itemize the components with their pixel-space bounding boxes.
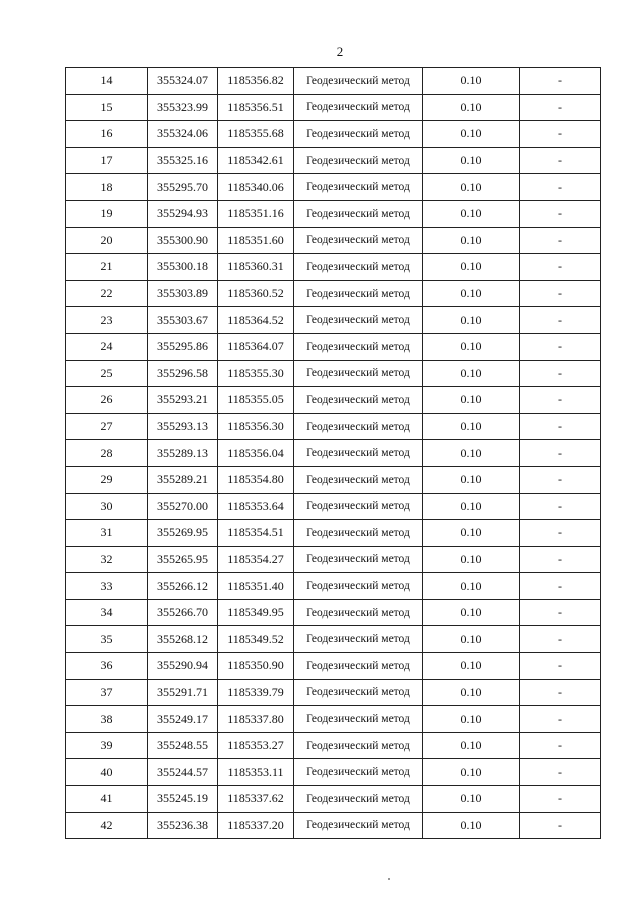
table-row: [66, 786, 601, 813]
method-cell: Геодезический метод: [294, 147, 423, 174]
note-cell: -: [520, 280, 601, 307]
accuracy-cell: 0.10: [423, 520, 520, 547]
scan-speck: [388, 878, 390, 880]
y-coordinate-cell: 1185353.11: [218, 759, 294, 786]
accuracy-cell: 0.10: [423, 94, 520, 121]
method-cell: Геодезический метод: [294, 387, 423, 414]
method-cell: Геодезический метод: [294, 68, 423, 95]
y-coordinate-cell: 1185355.68: [218, 121, 294, 148]
y-coordinate-cell: 1185364.07: [218, 333, 294, 360]
x-coordinate-cell: 355270.00: [148, 493, 218, 520]
page-number: 2: [336, 44, 344, 59]
point-number-cell: 26: [66, 387, 148, 414]
note-cell: -: [520, 68, 601, 95]
x-coordinate-cell: 355303.89: [148, 280, 218, 307]
method-cell: Геодезический метод: [294, 546, 423, 573]
y-coordinate-cell: 1185339.79: [218, 679, 294, 706]
method-cell: Геодезический метод: [294, 333, 423, 360]
point-number-cell: 33: [66, 573, 148, 600]
method-cell: Геодезический метод: [294, 573, 423, 600]
note-cell: -: [520, 227, 601, 254]
point-number-cell: 31: [66, 520, 148, 547]
x-coordinate-cell: 355245.19: [148, 786, 218, 813]
accuracy-cell: 0.10: [423, 147, 520, 174]
accuracy-cell: 0.10: [423, 573, 520, 600]
y-coordinate-cell: 1185354.27: [218, 546, 294, 573]
accuracy-cell: 0.10: [423, 653, 520, 680]
x-coordinate-cell: 355266.12: [148, 573, 218, 600]
table-row: [66, 280, 601, 307]
note-cell: -: [520, 599, 601, 626]
method-cell: Геодезический метод: [294, 706, 423, 733]
accuracy-cell: 0.10: [423, 121, 520, 148]
table-row: [66, 732, 601, 759]
table-row: [66, 254, 601, 281]
accuracy-cell: 0.10: [423, 174, 520, 201]
table-row: [66, 626, 601, 653]
note-cell: -: [520, 121, 601, 148]
note-cell: -: [520, 679, 601, 706]
point-number-cell: 25: [66, 360, 148, 387]
method-cell: Геодезический метод: [294, 94, 423, 121]
accuracy-cell: 0.10: [423, 307, 520, 334]
accuracy-cell: 0.10: [423, 786, 520, 813]
x-coordinate-cell: 355324.06: [148, 121, 218, 148]
method-cell: Геодезический метод: [294, 254, 423, 281]
method-cell: Геодезический метод: [294, 786, 423, 813]
x-coordinate-cell: 355303.67: [148, 307, 218, 334]
y-coordinate-cell: 1185349.52: [218, 626, 294, 653]
x-coordinate-cell: 355293.13: [148, 413, 218, 440]
method-cell: Геодезический метод: [294, 626, 423, 653]
y-coordinate-cell: 1185356.30: [218, 413, 294, 440]
table-row: [66, 653, 601, 680]
method-cell: Геодезический метод: [294, 280, 423, 307]
accuracy-cell: 0.10: [423, 333, 520, 360]
table-row: [66, 94, 601, 121]
x-coordinate-cell: 355300.18: [148, 254, 218, 281]
method-cell: Геодезический метод: [294, 174, 423, 201]
note-cell: -: [520, 333, 601, 360]
y-coordinate-cell: 1185349.95: [218, 599, 294, 626]
y-coordinate-cell: 1185340.06: [218, 174, 294, 201]
table-row: [66, 466, 601, 493]
point-number-cell: 40: [66, 759, 148, 786]
accuracy-cell: 0.10: [423, 732, 520, 759]
accuracy-cell: 0.10: [423, 706, 520, 733]
table-row: [66, 147, 601, 174]
accuracy-cell: 0.10: [423, 68, 520, 95]
note-cell: -: [520, 413, 601, 440]
point-number-cell: 28: [66, 440, 148, 467]
point-number-cell: 30: [66, 493, 148, 520]
note-cell: -: [520, 493, 601, 520]
note-cell: -: [520, 786, 601, 813]
note-cell: -: [520, 706, 601, 733]
method-cell: Геодезический метод: [294, 121, 423, 148]
y-coordinate-cell: 1185356.51: [218, 94, 294, 121]
x-coordinate-cell: 355248.55: [148, 732, 218, 759]
table-row: [66, 227, 601, 254]
method-cell: Геодезический метод: [294, 200, 423, 227]
method-cell: Геодезический метод: [294, 520, 423, 547]
note-cell: -: [520, 812, 601, 839]
table-row: [66, 546, 601, 573]
table-row: [66, 599, 601, 626]
note-cell: -: [520, 732, 601, 759]
y-coordinate-cell: 1185356.82: [218, 68, 294, 95]
x-coordinate-cell: 355236.38: [148, 812, 218, 839]
note-cell: -: [520, 440, 601, 467]
point-number-cell: 35: [66, 626, 148, 653]
accuracy-cell: 0.10: [423, 466, 520, 493]
point-number-cell: 17: [66, 147, 148, 174]
note-cell: -: [520, 94, 601, 121]
note-cell: -: [520, 573, 601, 600]
table-row: [66, 759, 601, 786]
point-number-cell: 22: [66, 280, 148, 307]
table-row: [66, 493, 601, 520]
y-coordinate-cell: 1185351.40: [218, 573, 294, 600]
point-number-cell: 36: [66, 653, 148, 680]
method-cell: Геодезический метод: [294, 653, 423, 680]
x-coordinate-cell: 355265.95: [148, 546, 218, 573]
method-cell: Геодезический метод: [294, 307, 423, 334]
table-row: [66, 307, 601, 334]
table-row: [66, 360, 601, 387]
y-coordinate-cell: 1185350.90: [218, 653, 294, 680]
table-row: [66, 174, 601, 201]
accuracy-cell: 0.10: [423, 493, 520, 520]
table-row: [66, 121, 601, 148]
accuracy-cell: 0.10: [423, 227, 520, 254]
point-number-cell: 37: [66, 679, 148, 706]
x-coordinate-cell: 355244.57: [148, 759, 218, 786]
point-number-cell: 23: [66, 307, 148, 334]
x-coordinate-cell: 355300.90: [148, 227, 218, 254]
x-coordinate-cell: 355268.12: [148, 626, 218, 653]
x-coordinate-cell: 355289.13: [148, 440, 218, 467]
x-coordinate-cell: 355293.21: [148, 387, 218, 414]
y-coordinate-cell: 1185360.52: [218, 280, 294, 307]
coordinates-table: [65, 67, 601, 839]
table-row: [66, 812, 601, 839]
x-coordinate-cell: 355294.93: [148, 200, 218, 227]
note-cell: -: [520, 759, 601, 786]
method-cell: Геодезический метод: [294, 227, 423, 254]
note-cell: -: [520, 147, 601, 174]
accuracy-cell: 0.10: [423, 387, 520, 414]
y-coordinate-cell: 1185353.64: [218, 493, 294, 520]
point-number-cell: 21: [66, 254, 148, 281]
note-cell: -: [520, 520, 601, 547]
table-row: [66, 679, 601, 706]
x-coordinate-cell: 355325.16: [148, 147, 218, 174]
table-row: [66, 413, 601, 440]
x-coordinate-cell: 355266.70: [148, 599, 218, 626]
accuracy-cell: 0.10: [423, 200, 520, 227]
accuracy-cell: 0.10: [423, 626, 520, 653]
point-number-cell: 27: [66, 413, 148, 440]
x-coordinate-cell: 355295.86: [148, 333, 218, 360]
y-coordinate-cell: 1185337.80: [218, 706, 294, 733]
table-row: [66, 706, 601, 733]
table-row: [66, 200, 601, 227]
accuracy-cell: 0.10: [423, 280, 520, 307]
method-cell: Геодезический метод: [294, 732, 423, 759]
note-cell: -: [520, 360, 601, 387]
method-cell: Геодезический метод: [294, 759, 423, 786]
method-cell: Геодезический метод: [294, 679, 423, 706]
accuracy-cell: 0.10: [423, 413, 520, 440]
point-number-cell: 32: [66, 546, 148, 573]
table-row: [66, 520, 601, 547]
y-coordinate-cell: 1185354.80: [218, 466, 294, 493]
x-coordinate-cell: 355289.21: [148, 466, 218, 493]
note-cell: -: [520, 626, 601, 653]
note-cell: -: [520, 307, 601, 334]
point-number-cell: 15: [66, 94, 148, 121]
table-row: [66, 573, 601, 600]
y-coordinate-cell: 1185353.27: [218, 732, 294, 759]
point-number-cell: 41: [66, 786, 148, 813]
accuracy-cell: 0.10: [423, 679, 520, 706]
y-coordinate-cell: 1185342.61: [218, 147, 294, 174]
coordinates-table-body: [66, 68, 601, 839]
y-coordinate-cell: 1185354.51: [218, 520, 294, 547]
note-cell: -: [520, 546, 601, 573]
point-number-cell: 24: [66, 333, 148, 360]
note-cell: -: [520, 466, 601, 493]
accuracy-cell: 0.10: [423, 360, 520, 387]
x-coordinate-cell: 355323.99: [148, 94, 218, 121]
x-coordinate-cell: 355291.71: [148, 679, 218, 706]
point-number-cell: 39: [66, 732, 148, 759]
y-coordinate-cell: 1185356.04: [218, 440, 294, 467]
method-cell: Геодезический метод: [294, 493, 423, 520]
x-coordinate-cell: 355269.95: [148, 520, 218, 547]
method-cell: Геодезический метод: [294, 360, 423, 387]
method-cell: Геодезический метод: [294, 440, 423, 467]
point-number-cell: 34: [66, 599, 148, 626]
method-cell: Геодезический метод: [294, 413, 423, 440]
x-coordinate-cell: 355296.58: [148, 360, 218, 387]
method-cell: Геодезический метод: [294, 812, 423, 839]
table-row: [66, 440, 601, 467]
note-cell: -: [520, 174, 601, 201]
note-cell: -: [520, 387, 601, 414]
point-number-cell: 38: [66, 706, 148, 733]
point-number-cell: 18: [66, 174, 148, 201]
point-number-cell: 14: [66, 68, 148, 95]
accuracy-cell: 0.10: [423, 440, 520, 467]
accuracy-cell: 0.10: [423, 599, 520, 626]
x-coordinate-cell: 355249.17: [148, 706, 218, 733]
x-coordinate-cell: 355324.07: [148, 68, 218, 95]
accuracy-cell: 0.10: [423, 546, 520, 573]
x-coordinate-cell: 355295.70: [148, 174, 218, 201]
y-coordinate-cell: 1185351.60: [218, 227, 294, 254]
accuracy-cell: 0.10: [423, 812, 520, 839]
accuracy-cell: 0.10: [423, 254, 520, 281]
y-coordinate-cell: 1185360.31: [218, 254, 294, 281]
x-coordinate-cell: 355290.94: [148, 653, 218, 680]
y-coordinate-cell: 1185355.05: [218, 387, 294, 414]
table-row: [66, 333, 601, 360]
note-cell: -: [520, 653, 601, 680]
y-coordinate-cell: 1185337.62: [218, 786, 294, 813]
point-number-cell: 42: [66, 812, 148, 839]
y-coordinate-cell: 1185364.52: [218, 307, 294, 334]
y-coordinate-cell: 1185355.30: [218, 360, 294, 387]
point-number-cell: 16: [66, 121, 148, 148]
point-number-cell: 19: [66, 200, 148, 227]
table-row: [66, 68, 601, 95]
method-cell: Геодезический метод: [294, 599, 423, 626]
note-cell: -: [520, 200, 601, 227]
point-number-cell: 20: [66, 227, 148, 254]
note-cell: -: [520, 254, 601, 281]
point-number-cell: 29: [66, 466, 148, 493]
accuracy-cell: 0.10: [423, 759, 520, 786]
y-coordinate-cell: 1185351.16: [218, 200, 294, 227]
table-row: [66, 387, 601, 414]
method-cell: Геодезический метод: [294, 466, 423, 493]
y-coordinate-cell: 1185337.20: [218, 812, 294, 839]
